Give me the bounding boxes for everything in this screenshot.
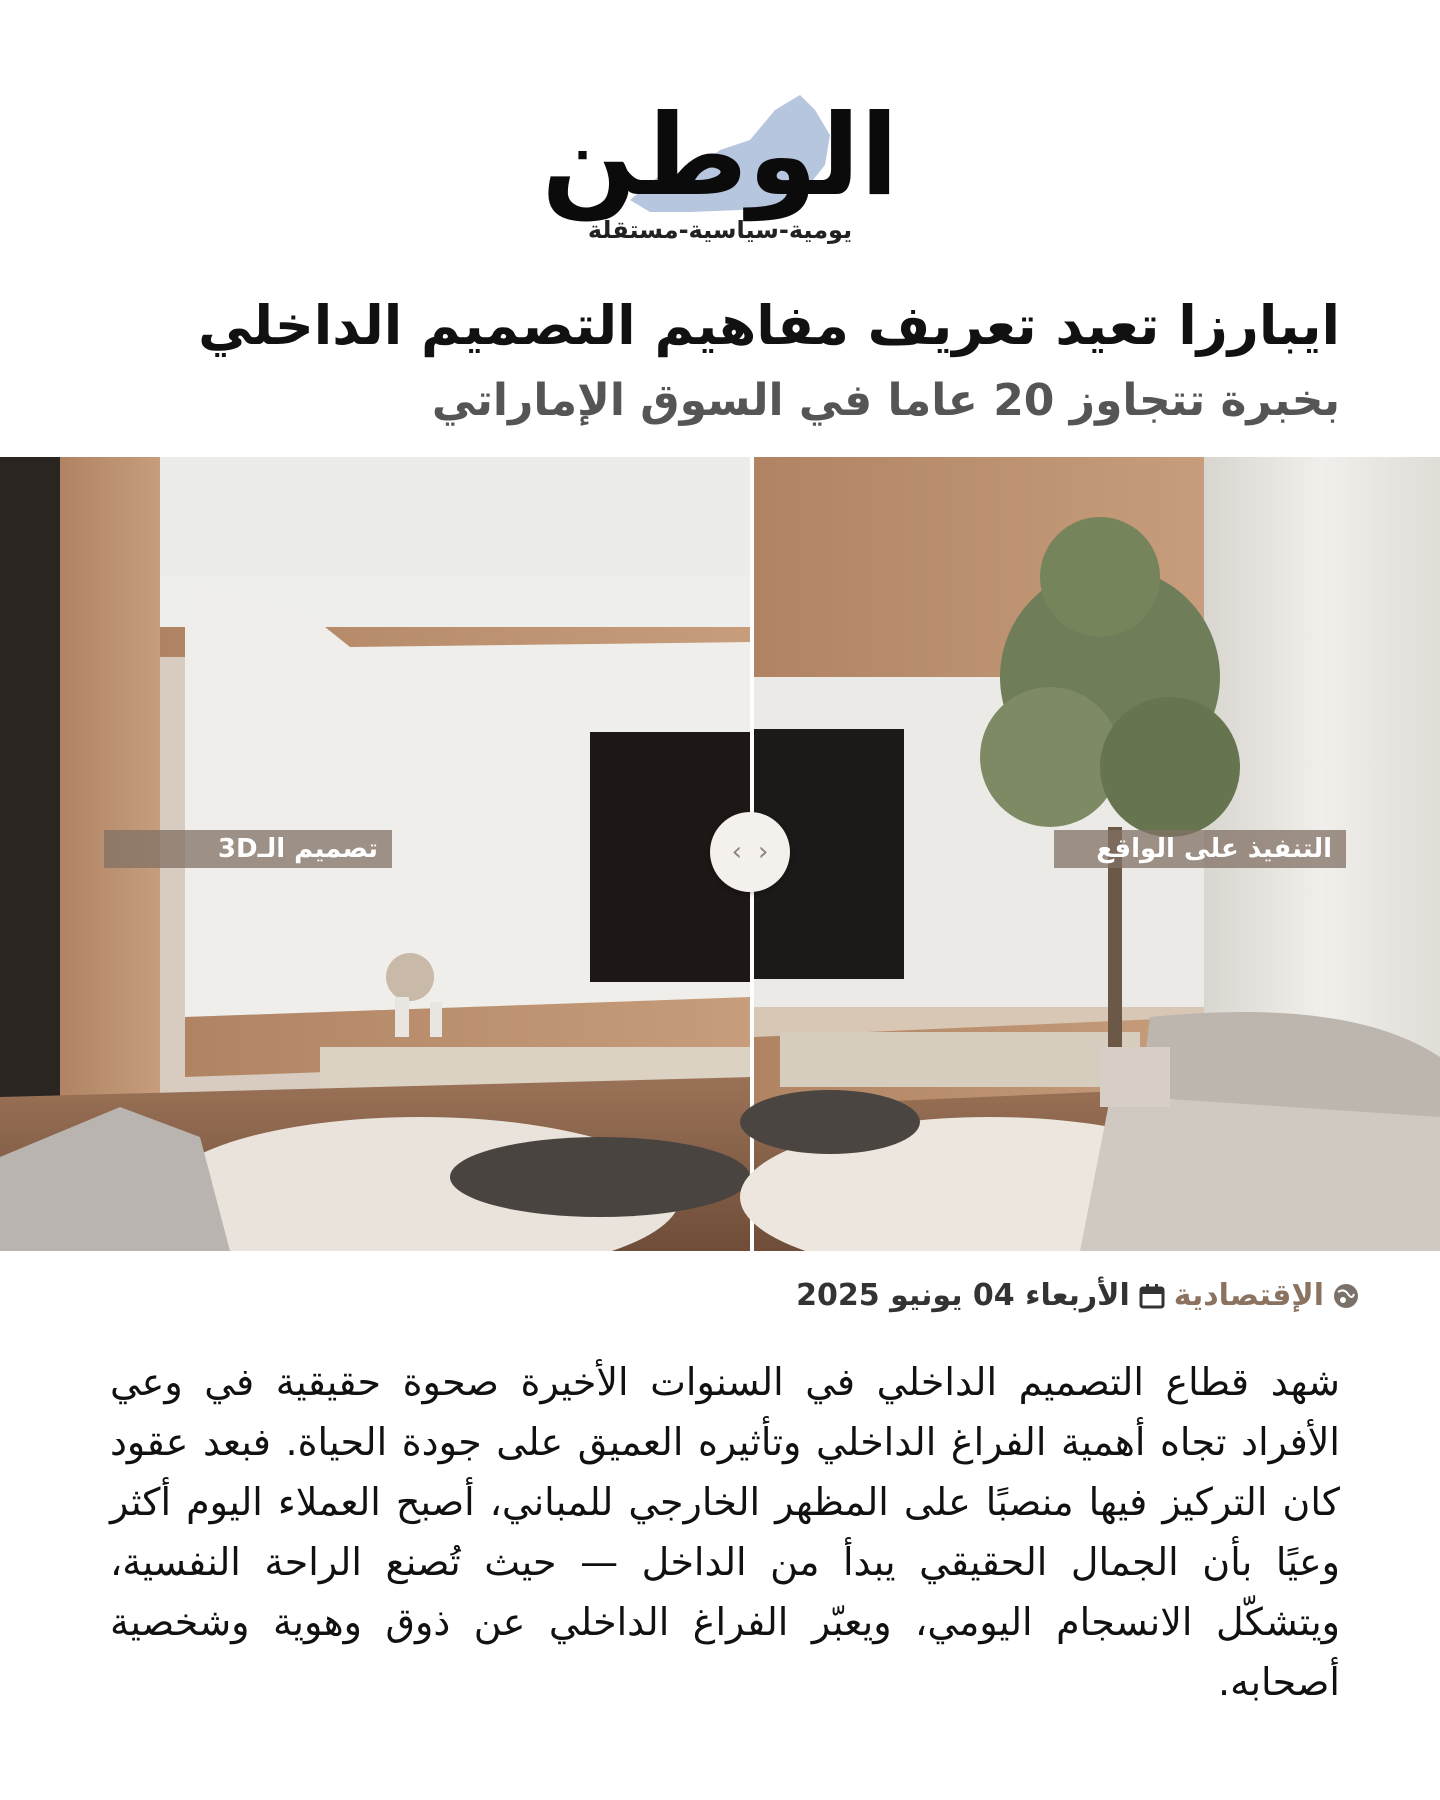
design-3d-label: تصميم الـ3D <box>104 830 392 868</box>
logo-tagline: يومية-سياسية-مستقلة <box>587 216 853 244</box>
calendar-icon <box>1138 1282 1166 1310</box>
article-subheadline: بخبرة تتجاوز 20 عاما في السوق الإماراتي <box>431 375 1340 426</box>
category-link[interactable]: الإقتصادية <box>1173 1278 1324 1313</box>
article-body: شهد قطاع التصميم الداخلي في السنوات الأخيرة صحوة حقيقية في وعي الأفراد تجاه أهمية الفراغ الداخلي وتأثيره العميق على جودة الحياة. فبعد عقود كان التركيز فيها منصبًا على المظهر الخارجي للمباني، أصبح العملاء اليوم أكثر وعيًا بأن الجمال الحقيقي يبدأ من الداخل — حيث تُصنع الراحة النفسية، ويتشكّل الانسجام اليومي، ويعبّر الفراغ الداخلي عن ذوق وهوية وشخصية أصحابه. <box>110 1360 1340 1704</box>
globe-icon <box>1332 1282 1360 1310</box>
publish-date: الأربعاء 04 يونيو 2025 <box>796 1278 1130 1313</box>
article-headline: ايبارزا تعيد تعريف مفاهيم التصميم الداخلي <box>198 294 1340 357</box>
real-execution-label: التنفيذ على الواقع <box>1054 830 1346 868</box>
chevron-left-icon: ‹ <box>731 837 742 867</box>
chevron-right-icon: › <box>758 837 769 867</box>
masthead <box>0 60 1440 260</box>
article-meta <box>796 1278 1360 1313</box>
logo-wordmark[interactable]: الوطن <box>541 91 899 221</box>
comparison-slider-handle[interactable] <box>710 812 790 892</box>
